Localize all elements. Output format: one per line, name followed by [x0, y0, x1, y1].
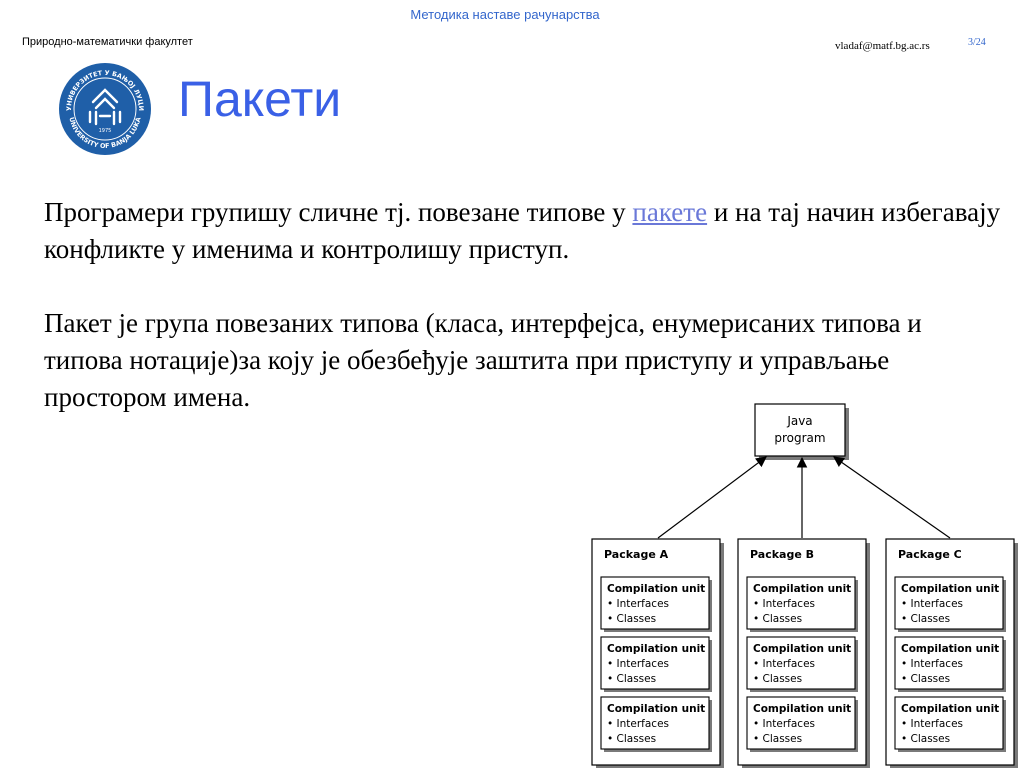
compilation-unit: [601, 697, 712, 752]
svg-text:• Classes: • Classes: [753, 673, 803, 685]
svg-text:• Classes: • Classes: [753, 613, 803, 625]
svg-text:• Interfaces: • Interfaces: [901, 598, 964, 610]
packages-link[interactable]: пакете: [632, 197, 708, 227]
svg-text:• Classes: • Classes: [607, 733, 657, 745]
compilation-unit: [747, 697, 858, 752]
arrow-package-a: [658, 457, 766, 538]
svg-text:Compilation unit: Compilation unit: [753, 643, 852, 655]
svg-text:• Interfaces: • Interfaces: [607, 718, 670, 730]
svg-text:• Interfaces: • Interfaces: [753, 658, 816, 670]
compilation-unit: [895, 577, 1006, 632]
compilation-unit: [601, 577, 712, 632]
svg-text:Compilation unit: Compilation unit: [753, 703, 852, 715]
svg-text:Compilation unit: Compilation unit: [901, 703, 1000, 715]
compilation-unit: [747, 577, 858, 632]
java-program-label-line1: Java: [787, 414, 813, 428]
svg-text:• Classes: • Classes: [901, 613, 951, 625]
svg-text:• Classes: • Classes: [901, 733, 951, 745]
page-number: 3/24: [968, 37, 986, 48]
compilation-unit: [895, 637, 1006, 692]
package-b-name: Package B: [750, 548, 814, 561]
svg-text:• Interfaces: • Interfaces: [901, 718, 964, 730]
faculty-name: Природно-математички факултет: [22, 36, 193, 48]
svg-text:Compilation unit: Compilation unit: [607, 643, 706, 655]
svg-text:• Interfaces: • Interfaces: [753, 718, 816, 730]
svg-text:• Interfaces: • Interfaces: [901, 658, 964, 670]
compilation-unit: [601, 637, 712, 692]
svg-text:• Classes: • Classes: [901, 673, 951, 685]
java-program-box: [755, 404, 845, 456]
logo-top-text: УНИВЕРЗИТЕТ У БАЊОЈ ЛУЦИ: [64, 68, 146, 112]
svg-text:Compilation unit: Compilation unit: [901, 583, 1000, 595]
package-a: [592, 539, 724, 768]
package-diagram: [586, 400, 1024, 768]
svg-text:Compilation unit: Compilation unit: [753, 583, 852, 595]
paragraph-package-definition: Пакет је група повезаних типова (класа, интерфејса, енумерисаних типова и типова нотације)за коју је обезбеђује заштита при приступу и управљање простором имена.: [44, 308, 922, 412]
svg-text:• Interfaces: • Interfaces: [753, 598, 816, 610]
course-title: Методика наставе рачунарства: [410, 7, 600, 22]
slide-title: Пакети: [178, 71, 342, 127]
compilation-unit: [747, 637, 858, 692]
svg-text:• Interfaces: • Interfaces: [607, 598, 670, 610]
university-logo: [58, 62, 152, 156]
svg-text:• Classes: • Classes: [753, 733, 803, 745]
package-c-name: Package C: [898, 548, 962, 561]
logo-bottom-text: UNIVERSITY OF BANJA LUKA: [67, 116, 143, 151]
svg-text:Compilation unit: Compilation unit: [607, 703, 706, 715]
arrow-package-c: [834, 457, 950, 538]
svg-text:Compilation unit: Compilation unit: [607, 583, 706, 595]
svg-text:• Interfaces: • Interfaces: [607, 658, 670, 670]
logo-year: 1975: [98, 128, 112, 134]
svg-text:Compilation unit: Compilation unit: [901, 643, 1000, 655]
package-c: [886, 539, 1018, 768]
paragraph-packages-intro: Програмери групишу сличне тј. повезане типове у пакете и на тај начин избегавају конфликте у именима и контролишу приступ.: [44, 197, 1001, 264]
package-b: [738, 539, 870, 768]
java-program-label-line2: program: [774, 431, 826, 445]
svg-text:• Classes: • Classes: [607, 613, 657, 625]
author-email: vladaf@matf.bg.ac.rs: [835, 40, 930, 52]
svg-text:• Classes: • Classes: [607, 673, 657, 685]
compilation-unit: [895, 697, 1006, 752]
package-a-name: Package A: [604, 548, 669, 561]
